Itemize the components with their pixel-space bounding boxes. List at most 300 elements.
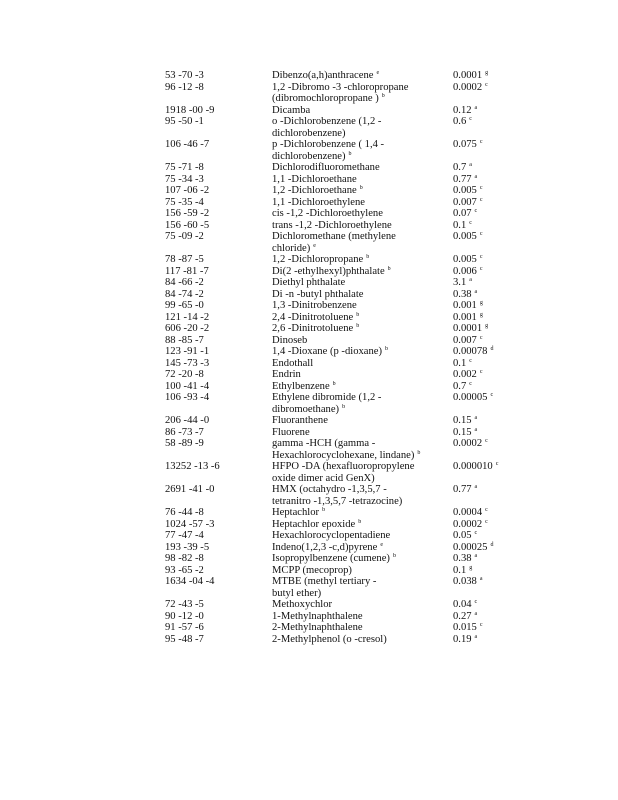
chemical-name [272, 277, 422, 289]
chemical-name [272, 289, 422, 301]
chemical-name [272, 438, 422, 461]
table-row [0, 358, 618, 370]
table-row [0, 381, 618, 393]
value-footnote-marker: g [479, 300, 483, 306]
table-row [0, 461, 618, 484]
chemical-name [272, 220, 422, 232]
value-footnote-marker: c [479, 622, 483, 628]
name-footnote-marker: b [366, 254, 370, 260]
chemical-name-text: 1,2 -Dibromo -3 -chloropropane [272, 81, 409, 93]
standard-value [453, 323, 488, 335]
table-row [0, 542, 618, 554]
chemical-name [272, 116, 422, 139]
standard-value [453, 70, 488, 82]
chemical-name-line [272, 105, 422, 117]
chemical-name-line [272, 392, 422, 404]
cas-number: 98 -82 -8 [165, 553, 204, 564]
standard-value [453, 415, 477, 427]
chemical-name-text: p -Dichlorobenzene ( 1,4 - [272, 139, 385, 150]
table-row [0, 622, 618, 634]
value-footnote-marker: c [469, 116, 472, 122]
chemical-name-line [272, 231, 422, 243]
standard-value-text: 0.38 [453, 553, 472, 564]
chemical-name-line [272, 312, 422, 324]
chemical-name [272, 208, 422, 220]
standard-value-text: 0.27 [453, 610, 472, 622]
value-footnote-marker: d [490, 346, 494, 352]
chemical-name [272, 105, 422, 117]
chemical-name-text: Endothall [272, 357, 314, 369]
table-row [0, 197, 618, 209]
standard-value-text: 0.1 [453, 357, 467, 369]
table-row [0, 254, 618, 266]
standard-value [453, 139, 483, 151]
chemical-name [272, 358, 422, 370]
value-footnote-marker: a [479, 576, 483, 582]
cas-number: 156 -60 -5 [165, 219, 210, 231]
chemical-name [272, 346, 422, 358]
cas-number: 91 -57 -6 [165, 622, 204, 633]
chemical-name-text: oxide dimer acid GenX) [272, 472, 375, 484]
value-footnote-marker: a [474, 553, 478, 559]
standard-value-text: 0.0002 [453, 81, 483, 93]
standard-value-text: 0.075 [453, 139, 477, 150]
table-row [0, 116, 618, 139]
chemical-name-line [272, 530, 422, 542]
chemical-name-line [272, 151, 422, 163]
standard-value [453, 174, 477, 186]
standard-value-text: 0.002 [453, 369, 477, 380]
chemical-name-text: dichlorobenzene) [272, 150, 346, 162]
standard-value-text: 0.12 [453, 104, 472, 116]
standard-value [453, 392, 493, 404]
standard-value-text: 0.19 [453, 633, 472, 645]
cas-number: 99 -65 -0 [165, 300, 204, 311]
chemical-name-text: Dichloromethane (methylene [272, 231, 396, 242]
chemical-name-text: Indeno(1,2,3 -c,d)pyrene [272, 541, 378, 553]
value-footnote-marker: d [490, 541, 494, 548]
chemical-name [272, 622, 422, 634]
cas-number: 1024 -57 -3 [165, 518, 215, 530]
cas-number: 72 -43 -5 [165, 599, 204, 610]
chemical-name [272, 427, 422, 439]
name-footnote-marker: b [358, 518, 362, 525]
standard-value-text: 0.0002 [453, 438, 483, 449]
chemical-name-line [272, 553, 422, 565]
value-footnote-marker: g [485, 323, 489, 329]
standard-value [453, 185, 483, 197]
chemical-name-text: 2-Methylnaphthalene [272, 622, 363, 633]
chemical-name [272, 542, 422, 554]
value-footnote-marker: c [485, 81, 488, 88]
cas-number: 88 -85 -7 [165, 334, 204, 346]
standard-value-text: 0.05 [453, 530, 472, 541]
cas-number: 53 -70 -3 [165, 70, 204, 81]
chemical-name-text: Heptachlor epoxide [272, 518, 356, 530]
chemical-name [272, 565, 422, 577]
table-row [0, 162, 618, 174]
value-footnote-marker: c [474, 599, 478, 605]
chemical-name-text: Heptachlor [272, 507, 320, 518]
chemical-name-text: 1,1 -Dichloroethane [272, 173, 357, 185]
name-footnote-marker: b [356, 311, 360, 318]
chemical-name [272, 254, 422, 266]
value-footnote-marker: c [474, 530, 478, 536]
chemical-name-text: Dibenzo(a,h)anthracene [272, 70, 374, 81]
cas-number: 117 -81 -7 [165, 265, 209, 277]
value-footnote-marker: c [469, 219, 472, 226]
chemical-name-line [272, 415, 422, 427]
standard-value-text: 0.6 [453, 116, 467, 127]
table-row [0, 323, 618, 335]
standard-value-text: 0.000010 [453, 461, 493, 472]
value-footnote-marker: c [474, 208, 478, 214]
chemical-name-text: 1,4 -Dioxane (p -dioxane) [272, 346, 383, 357]
standard-value [453, 622, 483, 634]
chemical-name-line [272, 289, 422, 301]
standard-value [453, 358, 472, 370]
chemical-name-text: dichlorobenzene) [272, 127, 346, 139]
standard-value-text: 0.0002 [453, 518, 483, 530]
standard-value-text: 0.005 [453, 231, 477, 242]
chemical-name [272, 381, 422, 393]
chemical-name-text: Methoxychlor [272, 599, 333, 610]
table-row [0, 231, 618, 254]
standard-value-text: 0.38 [453, 288, 472, 300]
chemical-name-text: Dinoseb [272, 334, 308, 346]
standard-value [453, 162, 472, 174]
cas-number: 72 -20 -8 [165, 369, 204, 380]
value-footnote-marker: a [469, 162, 472, 168]
table-row [0, 289, 618, 301]
chemical-name [272, 185, 422, 197]
cas-number: 2691 -41 -0 [165, 484, 215, 495]
table-row [0, 335, 618, 347]
chemical-name [272, 634, 422, 646]
standard-value-text: 0.1 [453, 564, 467, 576]
standard-value [453, 312, 483, 324]
name-footnote-marker: b [332, 380, 336, 387]
table-row [0, 392, 618, 415]
chemical-name [272, 197, 422, 209]
table-row [0, 634, 618, 646]
standard-value [453, 542, 493, 554]
chemical-name-line [272, 266, 422, 278]
table-row [0, 484, 618, 507]
chemical-name [272, 530, 422, 542]
value-footnote-marker: a [474, 104, 478, 111]
standard-value [453, 381, 472, 393]
chemical-name-text: HMX (octahydro -1,3,5,7 - [272, 484, 387, 495]
standard-value [453, 116, 472, 128]
chemical-name [272, 415, 422, 427]
standard-value [453, 289, 477, 301]
chemical-name-text: Hexachlorocyclohexane, lindane) [272, 449, 415, 461]
standard-value-text: 0.15 [453, 415, 472, 426]
chemical-name-text: cis -1,2 -Dichloroethylene [272, 208, 383, 219]
value-footnote-marker: a [474, 484, 478, 490]
standard-value-text: 0.00005 [453, 392, 488, 403]
chemical-name [272, 231, 422, 254]
chemical-name [272, 82, 422, 105]
chemical-name [272, 266, 422, 278]
chemical-name-line [272, 208, 422, 220]
chemical-name-text: tetranitro -1,3,5,7 -tetrazocine) [272, 495, 403, 507]
cas-number: 78 -87 -5 [165, 254, 204, 265]
table-row [0, 565, 618, 577]
value-footnote-marker: g [485, 70, 489, 76]
chemical-name [272, 139, 422, 162]
table-row [0, 312, 618, 324]
standard-value [453, 369, 483, 381]
chemical-name-line [272, 542, 422, 554]
standard-value [453, 565, 472, 577]
chemical-name-line [272, 162, 422, 174]
name-footnote-marker: b [417, 449, 421, 456]
value-footnote-marker: c [479, 334, 483, 341]
standard-value [453, 266, 483, 278]
value-footnote-marker: g [469, 564, 473, 571]
cas-number: 75 -09 -2 [165, 231, 204, 242]
table-row [0, 519, 618, 531]
value-footnote-marker: c [479, 139, 483, 145]
standard-value [453, 427, 477, 439]
table-row [0, 208, 618, 220]
chemical-name-text: 1,2 -Dichloropropane [272, 254, 364, 265]
chemical-name-line [272, 473, 422, 485]
chemical-name-line [272, 576, 422, 588]
chemical-name-line [272, 358, 422, 370]
chemical-name [272, 162, 422, 174]
cas-number: 107 -06 -2 [165, 185, 210, 196]
cas-number: 606 -20 -2 [165, 323, 210, 334]
name-footnote-marker: b [385, 346, 389, 352]
standard-value [453, 530, 477, 542]
value-footnote-marker: a [474, 173, 478, 180]
standard-value-text: 0.015 [453, 622, 477, 633]
name-footnote-marker: e [313, 242, 316, 249]
standard-value-text: 0.001 [453, 311, 477, 323]
standard-value-text: 0.04 [453, 599, 472, 610]
name-footnote-marker: b [356, 323, 360, 329]
cas-number: 145 -73 -3 [165, 357, 210, 369]
table-row [0, 576, 618, 599]
chemical-name-line [272, 116, 422, 128]
cas-number: 106 -93 -4 [165, 392, 210, 403]
chemical-name [272, 300, 422, 312]
cas-number: 95 -50 -1 [165, 116, 204, 127]
table-row [0, 415, 618, 427]
standard-value [453, 231, 483, 243]
chemical-name [272, 369, 422, 381]
chemical-name-line [272, 185, 422, 197]
cas-number: 1634 -04 -4 [165, 576, 215, 587]
chemical-name [272, 323, 422, 335]
table-row [0, 266, 618, 278]
name-footnote-marker: b [359, 185, 363, 191]
standard-value [453, 576, 483, 588]
standard-value-text: 0.7 [453, 380, 467, 392]
name-footnote-marker: b [392, 553, 396, 559]
standard-value-text: 0.77 [453, 484, 472, 495]
standard-value [453, 507, 488, 519]
standard-value-text: 3.1 [453, 277, 467, 288]
name-footnote-marker: b [322, 507, 326, 513]
chemical-name-line [272, 93, 422, 105]
standards-table [0, 70, 618, 645]
chemical-name-text: 1,3 -Dinitrobenzene [272, 300, 357, 311]
standard-value-text: 0.038 [453, 576, 477, 587]
name-footnote-marker: e [380, 541, 383, 548]
cas-number: 77 -47 -4 [165, 530, 204, 541]
chemical-name [272, 611, 422, 623]
cas-number: 58 -89 -9 [165, 438, 204, 449]
chemical-name [272, 576, 422, 599]
chemical-name-line [272, 496, 422, 508]
value-footnote-marker: c [479, 369, 483, 375]
value-footnote-marker: c [490, 392, 494, 398]
value-footnote-marker: c [485, 507, 488, 513]
standard-value-text: 0.007 [453, 334, 477, 346]
standard-value-text: 0.77 [453, 173, 472, 185]
cas-number: 75 -35 -4 [165, 196, 204, 208]
value-footnote-marker: c [469, 357, 472, 364]
standard-value [453, 634, 477, 646]
chemical-name [272, 312, 422, 324]
value-footnote-marker: c [479, 265, 483, 272]
table-row [0, 277, 618, 289]
standard-value [453, 277, 472, 289]
table-row [0, 185, 618, 197]
chemical-name-text: Di -n -butyl phthalate [272, 288, 364, 300]
chemical-name [272, 553, 422, 565]
chemical-name-line [272, 565, 422, 577]
standard-value-text: 0.1 [453, 219, 467, 231]
chemical-name-line [272, 369, 422, 381]
chemical-name-text: Fluorene [272, 426, 310, 438]
chemical-name-text: 1,2 -Dichloroethane [272, 185, 357, 196]
chemical-name-text: Di(2 -ethylhexyl)phthalate [272, 265, 385, 277]
table-row [0, 220, 618, 232]
standard-value [453, 346, 493, 358]
cas-number: 84 -66 -2 [165, 277, 204, 288]
chemical-name-text: Diethyl phthalate [272, 277, 346, 288]
chemical-name-line [272, 220, 422, 232]
standard-value [453, 220, 472, 232]
table-row [0, 105, 618, 117]
chemical-name-text: MTBE (methyl tertiary - [272, 576, 377, 587]
table-row [0, 599, 618, 611]
standard-value [453, 438, 488, 450]
chemical-name [272, 519, 422, 531]
chemical-name-text: o -Dichlorobenzene (1,2 - [272, 116, 382, 127]
standard-value [453, 82, 488, 94]
cas-number: 95 -48 -7 [165, 633, 204, 645]
chemical-name-text: chloride) [272, 242, 311, 254]
chemical-name-text: Ethylene dibromide (1,2 - [272, 392, 382, 403]
chemical-name-line [272, 323, 422, 335]
cas-number: 75 -71 -8 [165, 162, 204, 173]
table-row [0, 300, 618, 312]
chemical-name-line [272, 174, 422, 186]
standard-value-text: 0.0001 [453, 323, 483, 334]
chemical-name-line [272, 335, 422, 347]
chemical-name-line [272, 300, 422, 312]
standard-value [453, 599, 477, 611]
cas-number: 76 -44 -8 [165, 507, 204, 518]
chemical-name-text: Isopropylbenzene (cumene) [272, 553, 390, 564]
cas-number: 123 -91 -1 [165, 346, 210, 357]
chemical-name-line [272, 438, 422, 450]
name-footnote-marker: b [348, 150, 352, 157]
chemical-name-line [272, 634, 422, 646]
value-footnote-marker: c [479, 196, 483, 203]
cas-number: 100 -41 -4 [165, 380, 210, 392]
value-footnote-marker: c [495, 461, 499, 467]
standard-value [453, 335, 483, 347]
standard-value-text: 0.7 [453, 162, 467, 173]
cas-number: 86 -73 -7 [165, 426, 204, 438]
chemical-name [272, 461, 422, 484]
chemical-name [272, 392, 422, 415]
standard-value-text: 0.15 [453, 426, 472, 438]
standard-value-text: 0.006 [453, 265, 477, 277]
name-footnote-marker: e [376, 70, 380, 76]
chemical-name-line [272, 128, 422, 140]
table-row [0, 611, 618, 623]
chemical-name [272, 599, 422, 611]
chemical-name [272, 507, 422, 519]
standard-value [453, 254, 483, 266]
cas-number: 193 -39 -5 [165, 541, 210, 553]
value-footnote-marker: a [474, 426, 478, 433]
chemical-name-line [272, 254, 422, 266]
standard-value-text: 0.07 [453, 208, 472, 219]
standard-value-text: 0.00078 [453, 346, 488, 357]
chemical-name-line [272, 381, 422, 393]
name-footnote-marker: b [342, 403, 346, 410]
name-footnote-marker: b [381, 93, 385, 99]
standard-value-text: 0.0004 [453, 507, 483, 518]
standard-value [453, 553, 477, 565]
table-row [0, 139, 618, 162]
table-row [0, 438, 618, 461]
table-row [0, 369, 618, 381]
standard-value-text: 0.001 [453, 300, 477, 311]
table-row [0, 427, 618, 439]
table-row [0, 507, 618, 519]
chemical-name-line [272, 622, 422, 634]
chemical-name-text: trans -1,2 -Dichloroethylene [272, 219, 392, 231]
chemical-name-text: 1-Methylnaphthalene [272, 610, 363, 622]
value-footnote-marker: a [474, 415, 478, 421]
standard-value-text: 0.00025 [453, 541, 488, 553]
chemical-name-line [272, 243, 422, 255]
standard-value-text: 0.0001 [453, 70, 483, 81]
value-footnote-marker: c [485, 518, 488, 525]
table-row [0, 553, 618, 565]
standard-value [453, 519, 488, 531]
chemical-name-text: Ethylbenzene [272, 380, 330, 392]
table-row [0, 82, 618, 105]
chemical-name-text: Endrin [272, 369, 301, 380]
value-footnote-marker: g [479, 311, 483, 318]
chemical-name-line [272, 507, 422, 519]
value-footnote-marker: c [469, 380, 472, 387]
chemical-name [272, 174, 422, 186]
name-footnote-marker: b [387, 265, 391, 272]
chemical-name-text: 2,4 -Dinitrotoluene [272, 311, 354, 323]
